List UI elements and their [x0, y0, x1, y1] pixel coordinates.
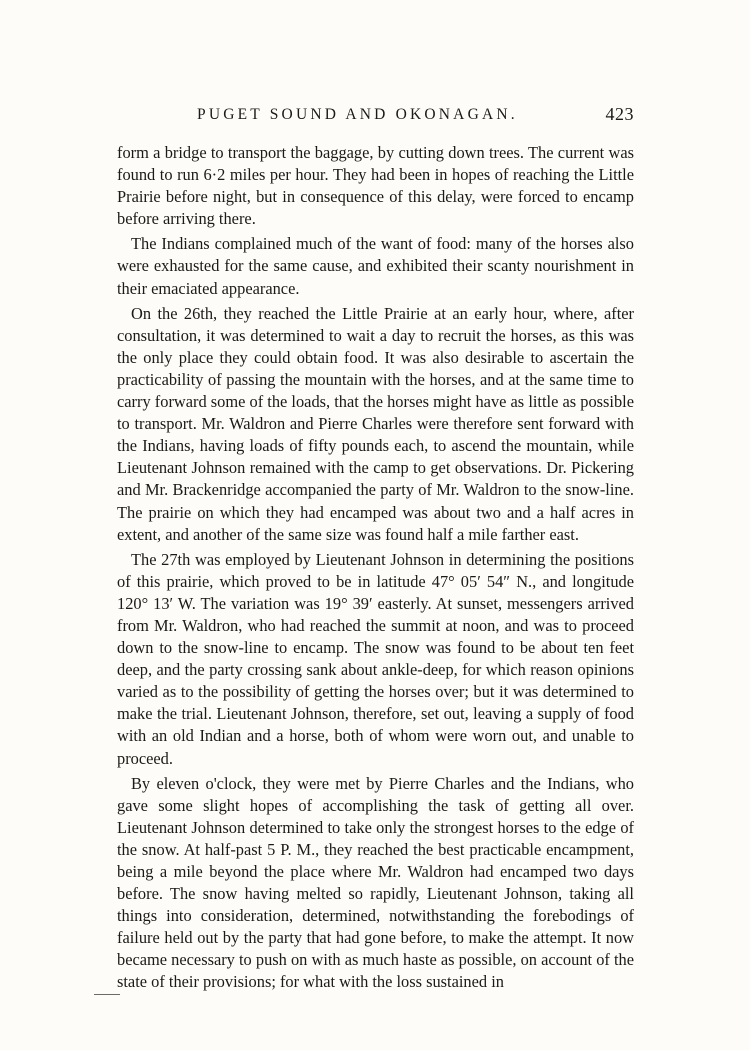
paragraph: The 27th was employed by Lieutenant Johnson in determining the positions of this prairie, which proved to be in latitude 47° 05′ 54″ N., and longitude 120° 13′ W. The variation was 19° 39′ easterly. At sunset, messengers arrived from Mr. Waldron, who had reached the summit at noon, and was to proceed down to the snow-line to encamp. The snow was found to be about ten feet deep, and the party crossing sank about ankle-deep, for which reason opinions varied as to the possibility of getting the horses over; but it was determined to make the trial. Lieutenant Johnson, therefore, set out, leaving a supply of food with an old Indian and a horse, both of whom were worn out, and unable to proceed.: [117, 549, 634, 768]
running-title: PUGET SOUND AND OKONAGAN.: [197, 106, 518, 123]
page-number: 423: [605, 104, 634, 124]
running-head: [117, 106, 634, 130]
paragraph: By eleven o'clock, they were met by Pierre Charles and the Indians, who gave some slight hopes of accomplishing the task of getting all over. Lieutenant Johnson determined to take only the strongest horses to the edge of the snow. At half-past 5 P. M., they reached the best practicable encampment, being a mile beyond the place where Mr. Waldron had encamped two days before. The snow having melted so rapidly, Lieutenant Johnson, taking all things into consideration, determined, notwithstanding the forebodings of failure held out by the party that had gone before, to make the attempt. It now became necessary to push on with as much haste as possible, on account of the state of their provisions; for what with the loss sustained in: [117, 773, 634, 992]
paragraph-continued: form a bridge to transport the baggage, by cutting down trees. The current was found to run 6·2 miles per hour. They had been in hopes of reaching the Little Prairie before night, but in consequence of this delay, were forced to encamp before arriving there.: [117, 143, 634, 229]
paragraph: On the 26th, they reached the Little Prairie at an early hour, where, after consultation, it was determined to wait a day to recruit the horses, as this was the only place they could obtain food. It was also desirable to ascertain the practicability of passing the mountain with the horses, and at the same time to carry forward some of the loads, that the horses might have as little as possible to transport. Mr. Waldron and Pierre Charles were therefore sent forward with the Indians, having loads of fifty pounds each, to ascend the mountain, while Lieutenant Johnson remained with the camp to get observations. Dr. Pickering and Mr. Brackenridge accompanied the party of Mr. Waldron to the snow-line. The prairie on which they had encamped was about two and a half acres in extent, and another of the same size was found half a mile farther east.: [117, 303, 634, 544]
margin-rule: [94, 994, 120, 995]
paragraph: The Indians complained much of the want of food: many of the horses also were exhausted for the same cause, and exhibited their scanty nourishment in their emaciated appearance.: [117, 234, 634, 298]
body-text: [117, 142, 634, 997]
